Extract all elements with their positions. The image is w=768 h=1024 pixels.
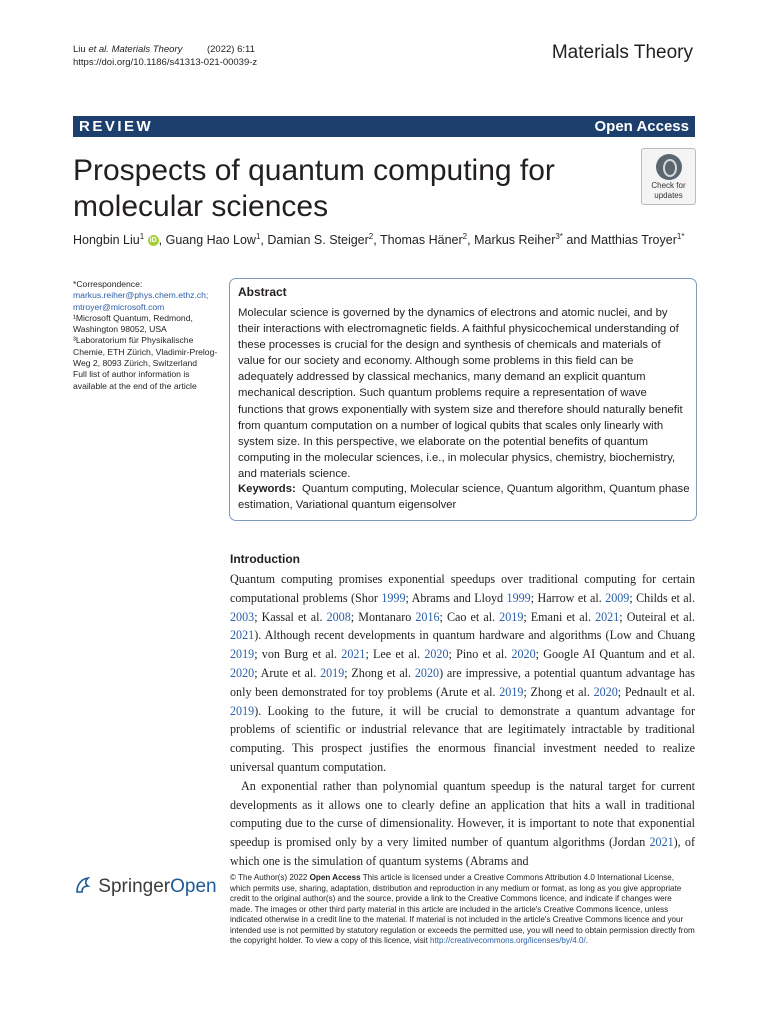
citation-link[interactable]: 2019 xyxy=(499,609,524,624)
email-link-troyer[interactable]: mtroyer@microsoft.com xyxy=(73,301,165,312)
author-name: Damian S. Steiger xyxy=(267,233,369,248)
author-name: Guang Hao Low xyxy=(165,233,256,248)
doi-link[interactable]: https://doi.org/10.1186/s41313-021-00039-z xyxy=(73,57,258,68)
email-link-reiher[interactable]: markus.reiher@phys.chem.ethz.ch; xyxy=(73,290,209,301)
author-affiliation-marker: 3* xyxy=(555,232,563,241)
abstract-heading: Abstract xyxy=(238,285,287,299)
check-for-updates-button[interactable]: Check for updates xyxy=(641,148,696,205)
introduction-heading: Introduction xyxy=(230,552,300,566)
license-link[interactable]: http://creativecommons.org/licenses/by/4.0/ xyxy=(430,936,586,945)
introduction-body xyxy=(230,570,695,871)
springer-open-logo: SpringerOpen xyxy=(73,875,217,898)
affiliation-3: ³Laboratorium für Physikalische Chemie, ETH Zürich, Vladimir-Prelog-Weg 2, 8093 Zürich, Switzerland xyxy=(73,335,218,369)
author-affiliation-marker: 1 xyxy=(139,232,145,241)
abstract-text: Molecular science is governed by the dynamics of electrons and atomic nuclei, and by their interactions with electromagnetic fields. A faithful physicochemical understanding of these processes is crucial for the design and synthesis of chemicals and materials of value for our society and economy. Although some problems in this field can be adequately addressed by classical mechanics, many demand an explicit quantum mechanical description. Such quantum problems require a representation of wave functions that grows exponentially with system size and therefore should naturally benefit from quantum computation on a number of logical qubits that scales only linearly with system size. In this perspective, we elaborate on the potential benefits of quantum computing in the molecular sciences, i.e., in molecular physics, chemistry, biochemistry, and materials science. xyxy=(238,307,683,480)
article-type-band xyxy=(73,116,695,137)
running-citation: Liu et al. Materials Theory (2022) 6:11 xyxy=(73,44,255,55)
orcid-icon[interactable]: iD xyxy=(149,237,157,245)
paragraph-2: An exponential rather than polynomial quantum speedup is the natural target for current developments as it allows one to clearly define an application that hits a wall in traditional computing due to the curse of dimensionality. However, it is important to note that exponential speedup is promised only by a very limited number of quantum algorithms (Jordan 2021), of which one is the simulation of quantum systems (Abrams and xyxy=(230,778,695,868)
citation-link[interactable]: 2008 xyxy=(326,609,351,624)
citation-link[interactable]: 1999 xyxy=(506,590,531,605)
author-name: Matthias Troyer xyxy=(590,233,677,248)
author-affiliation-marker: 1* xyxy=(676,232,685,241)
paragraph-1: Quantum computing promises exponential speedups over traditional computing for certain computational problems (Shor 1999; Abrams and Lloyd 1999; Harrow et al. 2009; Childs et al. 2003; Kassal et al. 2008; Montanaro 2016; Cao et al. 2019; Emani et al. 2021; Outeiral et al. 2021). Although recent developments in quantum hardware and algorithms (Low and Chuang 2019; von Burg et al. 2021; Lee et al. 2020; Pino et al. 2020; Google AI Quantum and et al. 2020; Arute et al. 2019; Zhong et al. 2020) are impressive, a potential quantum advantage has only been demonstrated for toy problems (Arute et al. 2019; Zhong et al. 2020; Pednault et al. 2019). Looking to the future, it will be crucial to demonstrate a quantum advantage for problems of scientific or industrial relevance that are legitimately intractable by traditional computing. This prospect justifies the enormous financial investment needed to realize universal quantum computation. xyxy=(230,572,695,774)
citation-link[interactable]: 2021 xyxy=(595,609,620,624)
author-name: Markus Reiher xyxy=(474,233,556,248)
author-list: Hongbin Liu$^1$ iD , Guang Hao Low$^1$, Damian S. Steiger$^2$, Thomas Häner$^2$, Markus Reiher$^{3*}$ and Matthias Troyer$^{1*}$ xyxy=(73,232,685,248)
citation-link[interactable]: 2020 xyxy=(414,665,440,680)
correspondence-block: *Correspondence: markus.reiher@phys.chem.ethz.ch; mtroyer@microsoft.com ¹Microsoft Quantum, Redmond, Washington 98052, USA ³Laboratorium für Physikalische Chemie, ETH Zürich, Vladimir-Prelog-Weg 2, 8093 Zürich, Switzerland Full list of author information is available at the end of the article xyxy=(73,279,223,392)
citation-link[interactable]: 2020 xyxy=(593,684,618,699)
citation-link[interactable]: 2021 xyxy=(230,628,255,643)
author-name: Thomas Häner xyxy=(379,233,463,248)
author-affiliation-marker: 2 xyxy=(368,232,374,241)
keywords: Keywords: Quantum computing, Molecular science, Quantum algorithm, Quantum phase estimation, Variational quantum eigensolver xyxy=(238,483,690,512)
author-info-note: Full list of author information is available at the end of the article xyxy=(73,369,197,391)
citation-link[interactable]: 2019 xyxy=(320,665,345,680)
citation-link[interactable]: 2020 xyxy=(424,647,449,662)
citation-link[interactable]: 2016 xyxy=(415,609,440,624)
author-affiliation-marker: 1 xyxy=(255,232,261,241)
affiliation-1: ¹Microsoft Quantum, Redmond, Washington 98052, USA xyxy=(73,312,193,335)
check-updates-icon xyxy=(656,154,682,180)
citation-link[interactable]: 2020 xyxy=(511,647,536,662)
review-label: REVIEW xyxy=(79,118,154,135)
citation-link[interactable]: 2019 xyxy=(230,647,255,662)
license-statement: © The Author(s) 2022 Open Access This article is licensed under a Creative Commons Attribution 4.0 International License, which permits use, sharing, adaptation, distribution and reproduction in any medium or format, as long as you give appropriate credit to the original author(s) and the source, provide a link to the Creative Commons licence, and indicate if changes were made. The images or other third party material in this article are included in the article's Creative Commons licence, unless indicated otherwise in a credit line to the material. If material is not included in the article's Creative Commons licence and your intended use is not permitted by statutory regulation or exceeds the permitted use, you will need to obtain permission directly from the copyright holder. To view a copy of this licence, visit http://creativecommons.org/licenses/by/4.0/. xyxy=(230,873,695,945)
springer-horse-icon xyxy=(73,875,93,895)
article-title: Prospects of quantum computing for molecular sciences xyxy=(73,154,555,223)
citation-link[interactable]: 2021 xyxy=(649,835,674,850)
citation-link[interactable]: 2003 xyxy=(230,609,255,624)
citation-link[interactable]: 2020 xyxy=(230,665,255,680)
open-access-label: Open Access xyxy=(594,118,689,135)
citation-link[interactable]: 1999 xyxy=(381,590,406,605)
citation-link[interactable]: 2021 xyxy=(341,647,366,662)
citation-link[interactable]: 2009 xyxy=(605,590,630,605)
author-affiliation-marker: 2 xyxy=(462,232,468,241)
citation-year: (2022) 6:11 xyxy=(206,44,255,55)
citation-link[interactable]: 2019 xyxy=(499,684,524,699)
journal-name: Materials Theory xyxy=(551,42,693,63)
author-name: Hongbin Liu xyxy=(73,233,140,248)
citation-link[interactable]: 2019 xyxy=(230,703,255,718)
